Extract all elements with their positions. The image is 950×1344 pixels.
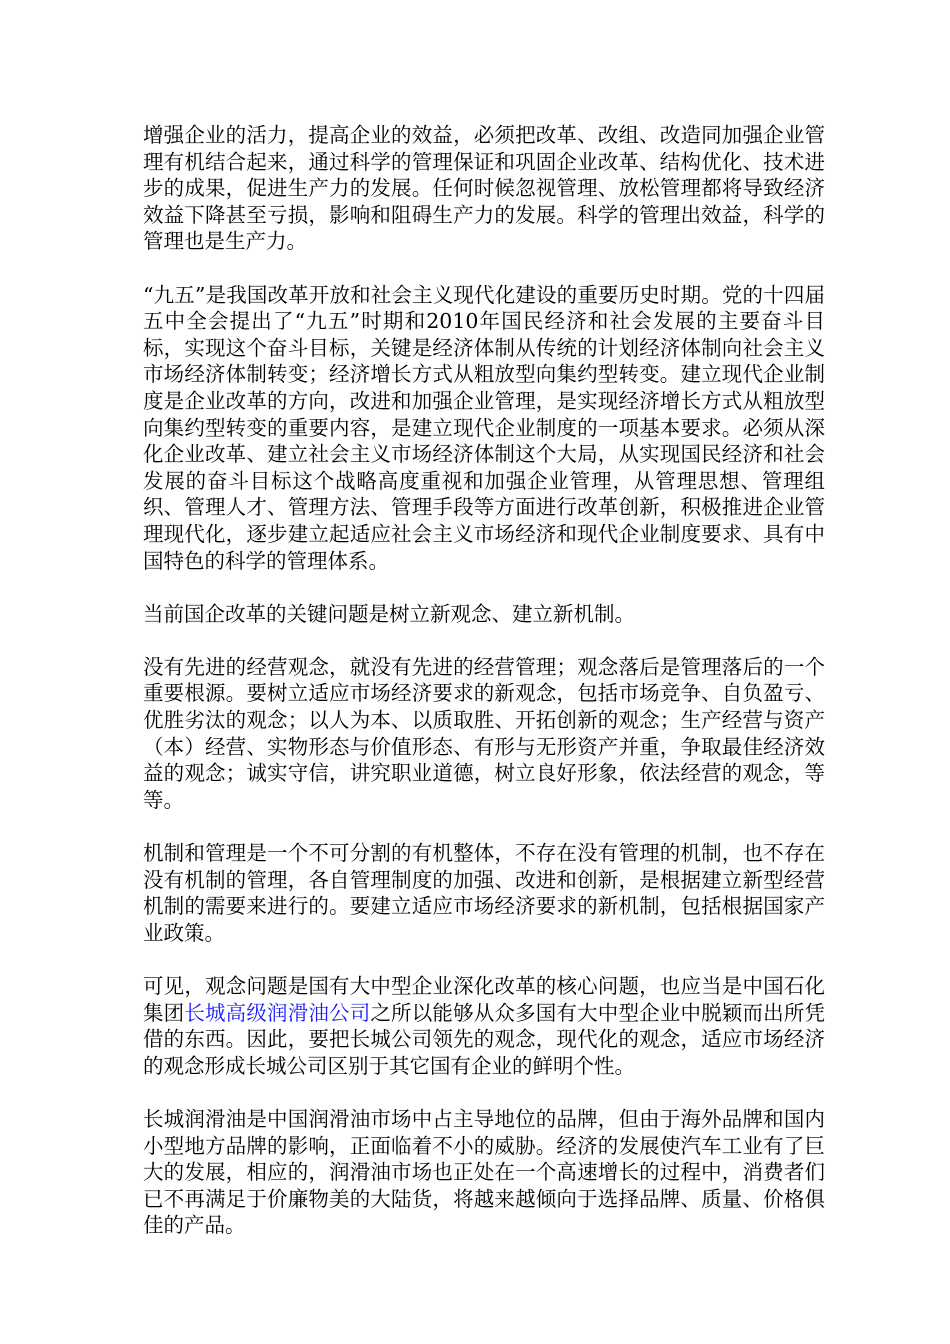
paragraph-2: “九五”是我国改革开放和社会主义现代化建设的重要历史时期。党的十四届五中全会提出了“九五”时期和2010年国民经济和社会发展的主要奋斗目标，实现这个奋斗目标，关键是经济体制从传统的计划经济体制向社会主义市场经济体制转变；经济增长方式从粗放型向集约型转变。建立现代企业制度是企业改革的方向，改进和加强企业管理，是实现经济增长方式从粗放型向集约型转变的重要内容，是建立现代企业制度的一项基本要求。必须从深化企业改革、建立社会主义市场经济体制这个大局，从实现国民经济和社会发展的奋斗目标这个战略高度重视和加强企业管理，从管理思想、管理组织、管理人才、管理方法、管理手段等方面进行改革创新，积极推进企业管理现代化，逐步建立起适应社会主义市场经济和现代企业制度要求、具有中国特色的科学的管理体系。 bbox=[143, 282, 825, 573]
document-body bbox=[143, 122, 825, 1266]
paragraph-7: 长城润滑油是中国润滑油市场中占主导地位的品牌，但由于海外品牌和国内小型地方品牌的影响，正面临着不小的威胁。经济的发展使汽车工业有了巨大的发展，相应的，润滑油市场也正处在一个高速增长的过程中，消费者们已不再满足于价廉物美的大陆货，将越来越倾向于选择品牌、质量、价格俱佳的产品。 bbox=[143, 1106, 825, 1238]
paragraph-6-before: 可见，观念问题是国有大中型企业深化改革的核心问题，也应当是中国石化集团 bbox=[143, 974, 825, 1025]
paragraph-6-after: 之所以能够从众多国有大中型企业中脱颖而出所凭借的东西。因此，要把长城公司领先的观念，现代化的观念，适应市场经济的观念形成长城公司区别于其它国有企业的鲜明个性。 bbox=[143, 1000, 825, 1078]
paragraph-5: 机制和管理是一个不可分割的有机整体，不存在没有管理的机制，也不存在没有机制的管理，各自管理制度的加强、改进和创新，是根据建立新型经营机制的需要来进行的。要建立适应市场经济要求的新机制，包括根据国家产业政策。 bbox=[143, 841, 825, 945]
paragraph-3: 当前国企改革的关键问题是树立新观念、建立新机制。 bbox=[143, 601, 635, 626]
paragraph-6 bbox=[143, 973, 825, 1079]
paragraph-4: 没有先进的经营观念，就没有先进的经营管理；观念落后是管理落后的一个重要根源。要树立适应市场经济要求的新观念，包括市场竞争、自负盈亏、优胜劣汰的观念；以人为本、以质取胜、开拓创新的观念；生产经营与资产（本）经营、实物形态与价值形态、有形与无形资产并重，争取最佳经济效益的观念；诚实守信，讲究职业道德，树立良好形象，依法经营的观念，等等。 bbox=[143, 654, 825, 812]
paragraph-1: 增强企业的活力，提高企业的效益，必须把改革、改组、改造同加强企业管理有机结合起来，通过科学的管理保证和巩固企业改革、结构优化、技术进步的成果，促进生产力的发展。任何时候忽视管理、放松管理都将导致经济效益下降甚至亏损，影响和阻碍生产力的发展。科学的管理出效益，科学的管理也是生产力。 bbox=[143, 123, 825, 254]
company-link[interactable]: 长城高级润滑油公司 bbox=[184, 1000, 371, 1025]
